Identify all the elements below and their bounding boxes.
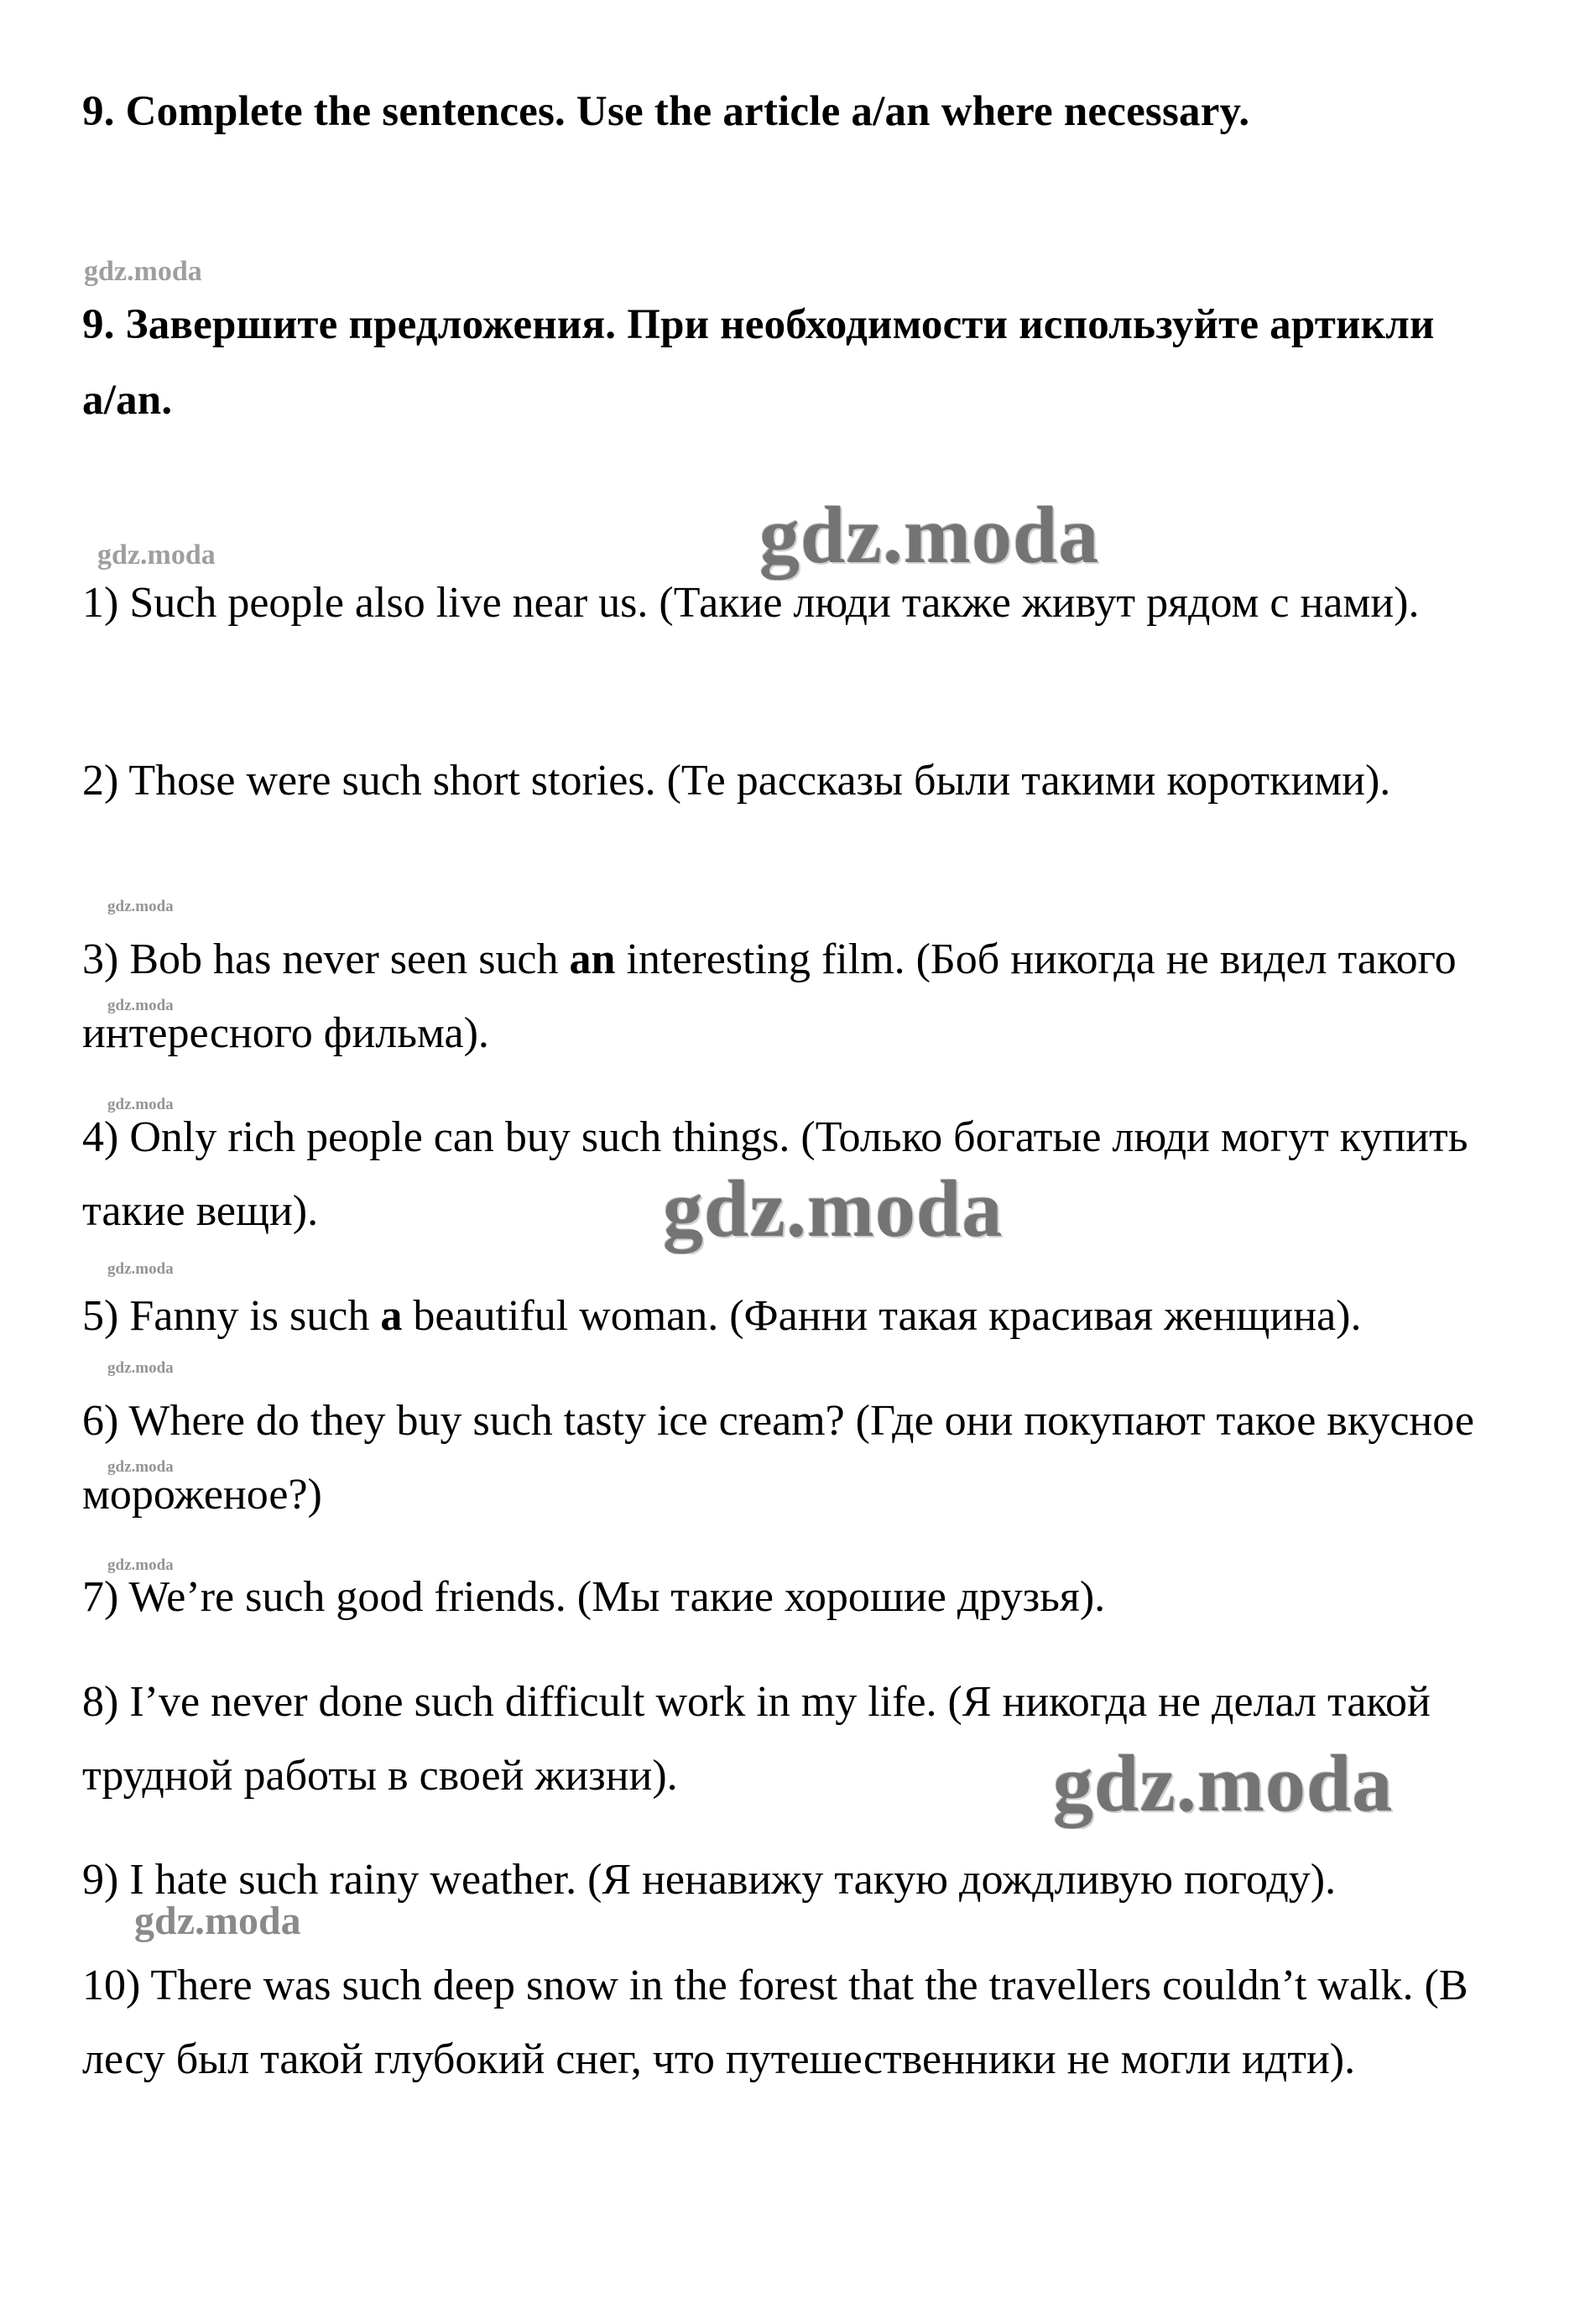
list-item bbox=[82, 1843, 1542, 1917]
watermark: gdz.moda bbox=[84, 256, 202, 287]
item-text: interesting film. (Боб никогда не видел такого интересного фильма). bbox=[82, 935, 1457, 1057]
item-text: 10) There was such deep snow in the forest that the travellers couldn’t walk. (В лесу был такой глубокий снег, что путешественники не могли идти). bbox=[82, 1962, 1468, 2083]
list-item bbox=[82, 1279, 1542, 1353]
item-answer: an bbox=[569, 935, 616, 983]
watermark: gdz.moda bbox=[759, 490, 1100, 580]
item-text: 4) Only rich people can buy such things. (Только богатые люди могут купить такие вещи). bbox=[82, 1113, 1468, 1235]
item-text: 7) We’re such good friends. (Мы такие хорошие друзья). bbox=[82, 1573, 1106, 1621]
list-item bbox=[82, 1384, 1542, 1532]
list-item bbox=[82, 744, 1542, 818]
item-text: 8) I’ve never done such difficult work in my life. (Я никогда не делал такой трудной работы в своей жизни). bbox=[82, 1678, 1431, 1800]
item-text: 5) Fanny is such bbox=[82, 1292, 381, 1340]
watermark: gdz.moda bbox=[663, 1164, 1004, 1253]
watermark: gdz.moda bbox=[107, 1359, 174, 1377]
list-item bbox=[82, 923, 1542, 1071]
watermark: gdz.moda bbox=[107, 1556, 174, 1574]
item-text: 1) Such people also live near us. (Такие люди также живут рядом с нами). bbox=[82, 579, 1420, 627]
item-text: 3) Bob has never seen such bbox=[82, 935, 570, 983]
watermark: gdz.moda bbox=[107, 1260, 174, 1278]
watermark: gdz.moda bbox=[107, 997, 174, 1014]
list-item bbox=[82, 1561, 1542, 1634]
watermark: gdz.moda bbox=[134, 1899, 301, 1943]
watermark: gdz.moda bbox=[1053, 1738, 1394, 1828]
watermark: gdz.moda bbox=[107, 898, 174, 915]
list-item bbox=[82, 566, 1542, 640]
task-heading-english: 9. Complete the sentences. Use the article a/an where necessary. bbox=[82, 88, 1250, 135]
item-text: 9) I hate such rainy weather. (Я ненавижу такую дождливую погоду). bbox=[82, 1856, 1337, 1904]
watermark: gdz.moda bbox=[107, 1096, 174, 1113]
task-heading-russian: 9. Завершите предложения. При необходимости используйте артикли a/an. bbox=[82, 301, 1435, 424]
watermark: gdz.moda bbox=[97, 539, 216, 571]
list-item bbox=[82, 1949, 1542, 2097]
watermark: gdz.moda bbox=[107, 1458, 174, 1476]
item-text: beautiful woman. (Фанни такая красивая женщина). bbox=[402, 1292, 1362, 1340]
item-text: 6) Where do they buy such tasty ice cream? (Где они покупают такое вкусное мороженое?) bbox=[82, 1397, 1474, 1519]
item-text: 2) Those were such short stories. (Те рассказы были такими короткими). bbox=[82, 757, 1391, 805]
item-answer: a bbox=[380, 1292, 403, 1340]
